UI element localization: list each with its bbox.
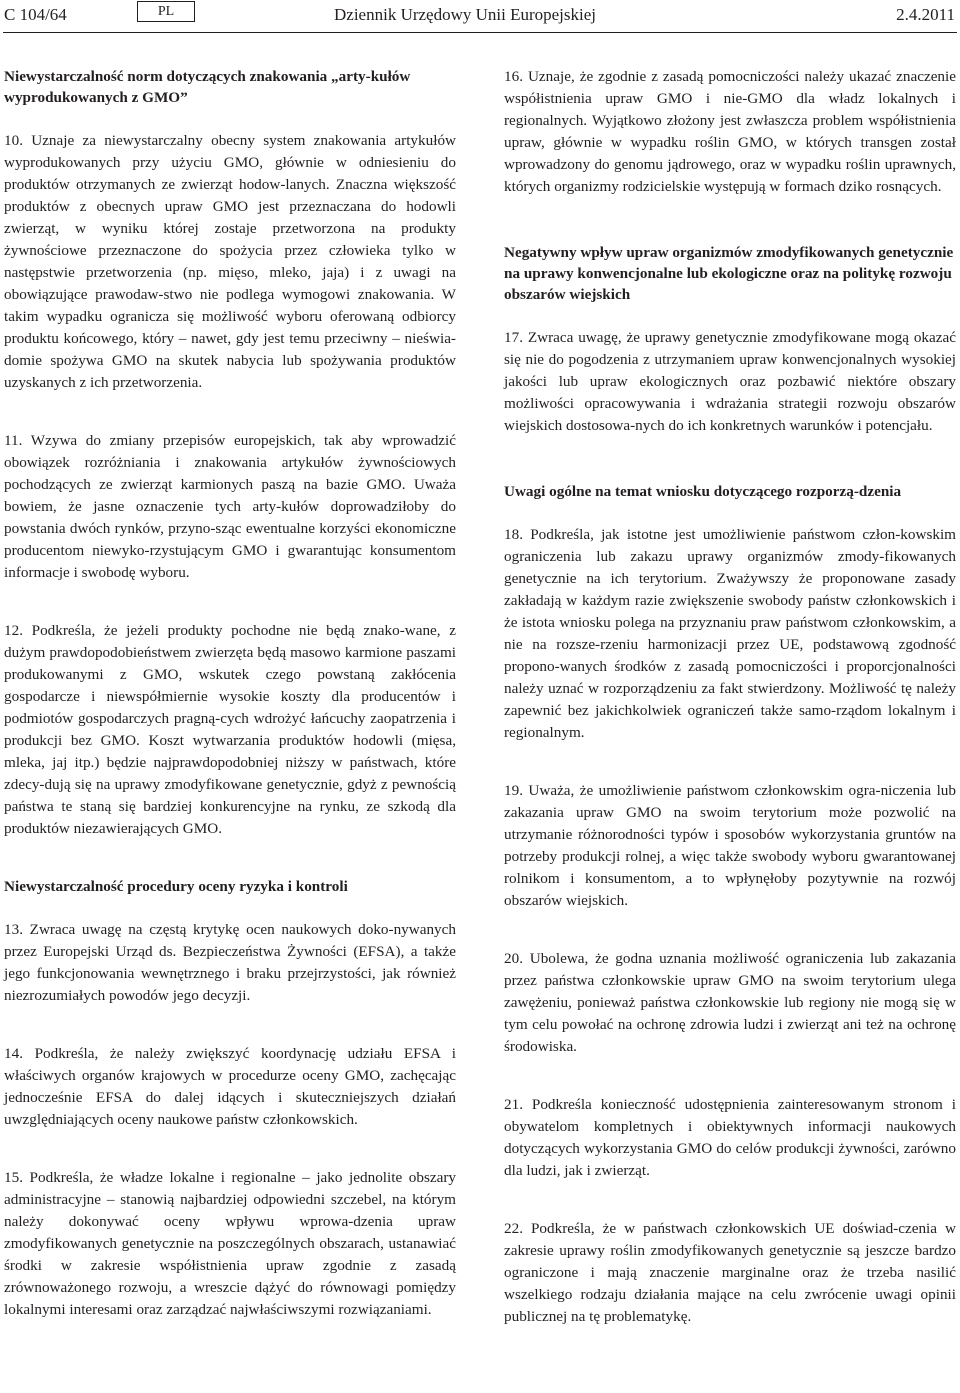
paragraph-13: 13. Zwraca uwagę na częstą krytykę ocen naukowych doko-nywanych przez Europejski Urząd ds. Bezpieczeństwa Żywności (EFSA), a także jego funkcjonowania wewnętrznego i braku przejrzystości, jak również niezrozumiałych powodów jego decyzji. [4, 921, 456, 1004]
right-column [504, 66, 956, 1328]
paragraph-22: 22. Podkreśla, że w państwach członkowskich UE doświad-czenia w zakresie uprawy roślin zmodyfikowanych genetycznie są jeszcze bardzo ograniczone i mają znaczenie marginalne oraz że trzeba nasilić wszelkiego rodzaju działania mające na celu zwrócenie uwagi opinii publicznej na tę problematykę. [504, 1220, 956, 1325]
page-header [0, 0, 960, 32]
paragraph-12: 12. Podkreśla, że jeżeli produkty pochodne nie będą znako-wane, z dużym prawdopodobieństwem zwierzęta będą masowo karmione paszami produkowanymi z GMO, wskutek czego powstaną zakłócenia gospodarcze i niewspółmiernie wysokie koszty dla producentów i podmiotów gospodarczych pragną-cych wdrożyć łańcuchy zaopatrzenia i produkcji bez GMO. Koszt wytwarzania produktów hodowli (mięsa, mleka, jaj itp.) będzie najprawdopodobniej niższy w państwach, które zdecy-dują się na uprawy zmodyfikowane genetycznie, gdyż z pewnością państwa te staną się bardziej konkurencyjne na rynku, ze szkodą dla produktów niezawierających GMO. [4, 622, 456, 837]
paragraph-19: 19. Uważa, że umożliwienie państwom członkowskim ogra-niczenia lub zakazania upraw GMO na swoim terytorium może pozwolić na utrzymanie różnorodności typów i sposobów wykorzystania gruntów na potrzeby produkcji rolnej, a więc także swobody wyboru gwarantowanej rolnikom i konsumentom, a to wpłynęłoby pozytywnie na rozwój obszarów wiejskich. [504, 782, 956, 909]
section-heading: Negatywny wpływ upraw organizmów zmodyfikowanych genetycznie na uprawy konwencjonalne lub ekologiczne oraz na politykę rozwoju obszarów wiejskich [504, 244, 954, 303]
journal-title: Dziennik Urzędowy Unii Europejskiej [334, 5, 597, 24]
paragraph-20: 20. Ubolewa, że godna uznania możliwość ograniczenia lub zakazania przez państwa członkowskie upraw GMO na swoim terytorium ulega zawężeniu, ponieważ państwa członkowskie lub regiony nie mogą się w tym celu powołać na ochronę zdrowia ludzi i zwierząt ani też na ochronę środowiska. [504, 950, 956, 1055]
paragraph-18: 18. Podkreśla, jak istotne jest umożliwienie państwom człon-kowskim ograniczenia lub zakazu uprawy organizmów zmody-fikowanych genetycznie na ich terytorium. Zważywszy że proponowane zasady zakładają w każdym razie zwiększenie swobody państw członkowskich i że istota wniosku polega na przyznaniu praw państwom członkowskim, a nie na rozsze-rzeniu harmonizacji przez UE, podstawową zgodność propono-wanych środków z zasadą pomocniczości i proporcjonalności należy uznać w rozporządzeniu za fakt stwierdzony. Możliwość tę należy zapewnić bez jakichkolwiek ograniczeń także samo-rządom lokalnym i regionalnym. [504, 526, 956, 741]
paragraph-21: 21. Podkreśla konieczność udostępnienia zainteresowanym stronom i obywatelom kompletnych i obiektywnych informacji naukowych dotyczących wykorzystania GMO do celów produkcji żywności, zarówno dla ludzi, jak i zwierząt. [504, 1096, 956, 1179]
issue-reference: C 104/64 [4, 5, 67, 24]
paragraph-17: 17. Zwraca uwagę, że uprawy genetycznie zmodyfikowane mogą okazać się nie do pogodzenia z utrzymaniem upraw konwencjonalnych wysokiej jakości lub upraw ekologicznych oraz pozbawić niektóre obszary możliwości opracowywania i wdrażania strategii rozwoju obszarów wiejskich dostosowa-nych do ich konkretnych warunków i potencjału. [504, 329, 956, 434]
section-heading: Niewystarczalność procedury oceny ryzyka i kontroli [4, 878, 348, 895]
paragraph-14: 14. Podkreśla, że należy zwiększyć koordynację udziału EFSA i właściwych organów krajowych w procedurze oceny GMO, zachęcając jednocześnie EFSA do dalej idących i skuteczniejszych działań uwzględniających oceny naukowe państw członkowskich. [4, 1045, 456, 1128]
paragraph-10: 10. Uznaje za niewystarczalny obecny system znakowania artykułów wyprodukowanych przy użyciu GMO, głównie w odniesieniu do produktów otrzymanych ze zwierząt hodow-lanych. Znaczna większość produktów z obecnych upraw GMO jest przeznaczana do hodowli zwierząt, w wyniku której zostaje przetworzona na produkty żywnościowe przeznaczone do spożycia przez człowieka tylko w następstwie przetworzenia (np. mięso, mleko, jaja) i z uwagi na obowiązujące prawodaw-stwo nie podlega wymogowi znakowania. W takim wypadku ogranicza się możliwość wyboru oferowaną odbiorcy produktu końcowego, który – nawet, gdy jest temu przeciwny – nieświa-domie spożywa GMO na skutek nabycia lub spożywania produktów uzyskanych z ich przetworzenia. [4, 132, 456, 391]
left-column [4, 66, 456, 1321]
section-heading: Niewystarczalność norm dotyczących znakowania „arty-kułów wyprodukowanych z GMO” [4, 68, 411, 106]
language-box: PL [137, 1, 195, 22]
paragraph-16: 16. Uznaje, że zgodnie z zasadą pomocniczości należy ukazać znaczenie współistnienia upraw GMO i nie-GMO dla władz lokalnych i regionalnych. Wyjątkowo złożony jest zwłaszcza problem współistnienia upraw, głównie w wypadku roślin GMO, w których transgen został wprowadzony do genomu jądrowego, oraz w wypadku roślin uprawnych, których organizmy rodzicielskie występują w formach dziko rosnących. [504, 68, 956, 195]
header-rule [3, 32, 957, 33]
issue-date: 2.4.2011 [896, 5, 955, 24]
paragraph-11: 11. Wzywa do zmiany przepisów europejskich, tak aby wprowadzić obowiązek rozróżniania i znakowania artykułów żywnościowych pochodzących ze zwierząt karmionych paszą na bazie GMO. Uważa bowiem, że jasne oznaczenie tych arty-kułów doprowadziłoby do powstania dwóch rynków, przyno-sząc ewentualne korzyści ekonomiczne producentom niewyko-rzystującym GMO i gwarantując konsumentom informacje i swobodę wyboru. [4, 432, 456, 581]
paragraph-15: 15. Podkreśla, że władze lokalne i regionalne – jako jednolite obszary administracyjne – stanowią najbardziej odpowiedni szczebel, na którym należy dokonywać oceny wpływu wprowa-dzenia upraw zmodyfikowanych genetycznie na poszczególnych obszarach, ustanawiać środki w zakresie współistnienia upraw zgodnie z zasadą zrównoważonego rozwoju, a wreszcie dążyć do równowagi pomiędzy lokalnymi interesami oraz zarządzać najwłaściwszymi rozwiązaniami. [4, 1169, 456, 1318]
section-heading: Uwagi ogólne na temat wniosku dotyczącego rozporzą-dzenia [504, 483, 902, 500]
